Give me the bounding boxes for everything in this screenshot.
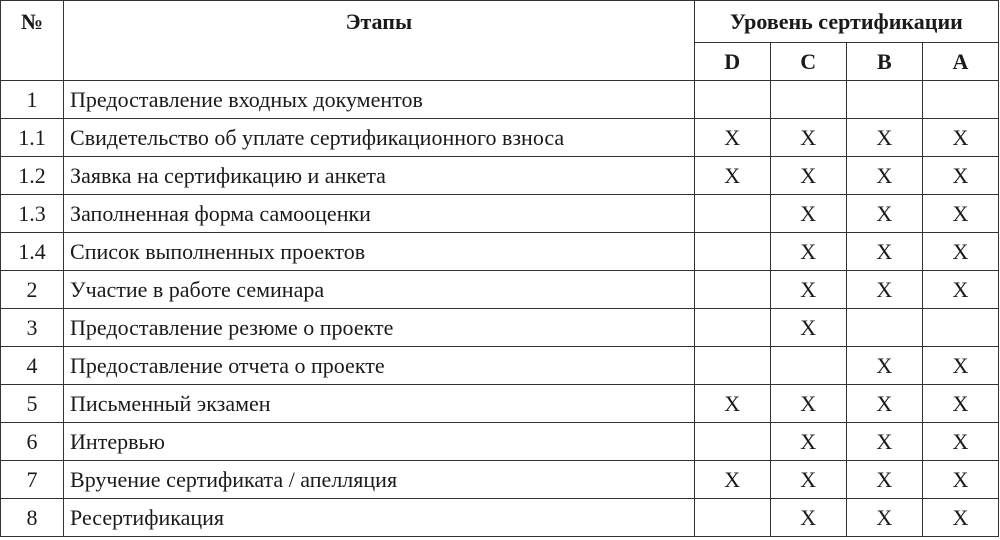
table-row [1, 309, 999, 347]
row-number: 1.1 [1, 119, 64, 157]
mark-level-b: X [846, 499, 922, 537]
mark-level-a [922, 309, 998, 347]
mark-level-b: X [846, 461, 922, 499]
table-row [1, 461, 999, 499]
mark-level-a: X [922, 499, 998, 537]
mark-level-d [694, 81, 770, 119]
mark-level-c: X [770, 461, 846, 499]
mark-level-b: X [846, 195, 922, 233]
mark-level-b: X [846, 423, 922, 461]
mark-level-d: X [694, 385, 770, 423]
header-certification-level: Уровень сертификации [694, 1, 998, 43]
mark-level-b: X [846, 233, 922, 271]
table-row [1, 119, 999, 157]
mark-level-b: X [846, 119, 922, 157]
mark-level-a: X [922, 423, 998, 461]
mark-level-b [846, 309, 922, 347]
header-level-b: B [846, 43, 922, 81]
header-level-a: A [922, 43, 998, 81]
row-stage: Предоставление отчета о проекте [64, 347, 695, 385]
mark-level-a: X [922, 233, 998, 271]
table-row [1, 195, 999, 233]
mark-level-c: X [770, 157, 846, 195]
row-stage: Предоставление резюме о проекте [64, 309, 695, 347]
row-stage: Интервью [64, 423, 695, 461]
table-header [1, 1, 999, 81]
row-number: 8 [1, 499, 64, 537]
mark-level-a: X [922, 347, 998, 385]
mark-level-c [770, 347, 846, 385]
mark-level-b: X [846, 385, 922, 423]
mark-level-a: X [922, 119, 998, 157]
table-row [1, 81, 999, 119]
row-number: 1 [1, 81, 64, 119]
row-number: 3 [1, 309, 64, 347]
row-stage: Письменный экзамен [64, 385, 695, 423]
mark-level-c: X [770, 309, 846, 347]
header-level-c: C [770, 43, 846, 81]
mark-level-d [694, 271, 770, 309]
row-stage: Ресертификация [64, 499, 695, 537]
row-number: 1.2 [1, 157, 64, 195]
mark-level-c: X [770, 499, 846, 537]
mark-level-d [694, 233, 770, 271]
table-row [1, 233, 999, 271]
mark-level-a [922, 81, 998, 119]
mark-level-a: X [922, 157, 998, 195]
mark-level-c: X [770, 271, 846, 309]
row-stage: Свидетельство об уплате сертификационного взноса [64, 119, 695, 157]
row-number: 7 [1, 461, 64, 499]
mark-level-a: X [922, 195, 998, 233]
mark-level-c: X [770, 119, 846, 157]
mark-level-c: X [770, 233, 846, 271]
mark-level-d [694, 309, 770, 347]
mark-level-a: X [922, 385, 998, 423]
row-stage: Предоставление входных документов [64, 81, 695, 119]
row-stage: Заявка на сертификацию и анкета [64, 157, 695, 195]
table-body [1, 81, 999, 537]
mark-level-b [846, 81, 922, 119]
mark-level-b: X [846, 271, 922, 309]
mark-level-c: X [770, 385, 846, 423]
table-row [1, 271, 999, 309]
row-stage: Заполненная форма самооценки [64, 195, 695, 233]
mark-level-a: X [922, 461, 998, 499]
mark-level-d [694, 499, 770, 537]
header-level-d: D [694, 43, 770, 81]
row-number: 1.3 [1, 195, 64, 233]
mark-level-a: X [922, 271, 998, 309]
row-number: 2 [1, 271, 64, 309]
row-number: 6 [1, 423, 64, 461]
row-number: 4 [1, 347, 64, 385]
mark-level-d: X [694, 119, 770, 157]
mark-level-b: X [846, 347, 922, 385]
row-number: 1.4 [1, 233, 64, 271]
row-number: 5 [1, 385, 64, 423]
table-row [1, 347, 999, 385]
header-number: № [1, 1, 64, 81]
table-row [1, 423, 999, 461]
row-stage: Вручение сертификата / апелляция [64, 461, 695, 499]
mark-level-b: X [846, 157, 922, 195]
table-row [1, 499, 999, 537]
mark-level-d [694, 347, 770, 385]
mark-level-d [694, 195, 770, 233]
row-stage: Список выполненных проектов [64, 233, 695, 271]
header-stages: Этапы [64, 1, 695, 81]
table-row [1, 385, 999, 423]
row-stage: Участие в работе семинара [64, 271, 695, 309]
mark-level-d: X [694, 157, 770, 195]
mark-level-d: X [694, 461, 770, 499]
mark-level-c: X [770, 423, 846, 461]
mark-level-d [694, 423, 770, 461]
mark-level-c: X [770, 195, 846, 233]
table-row [1, 157, 999, 195]
mark-level-c [770, 81, 846, 119]
